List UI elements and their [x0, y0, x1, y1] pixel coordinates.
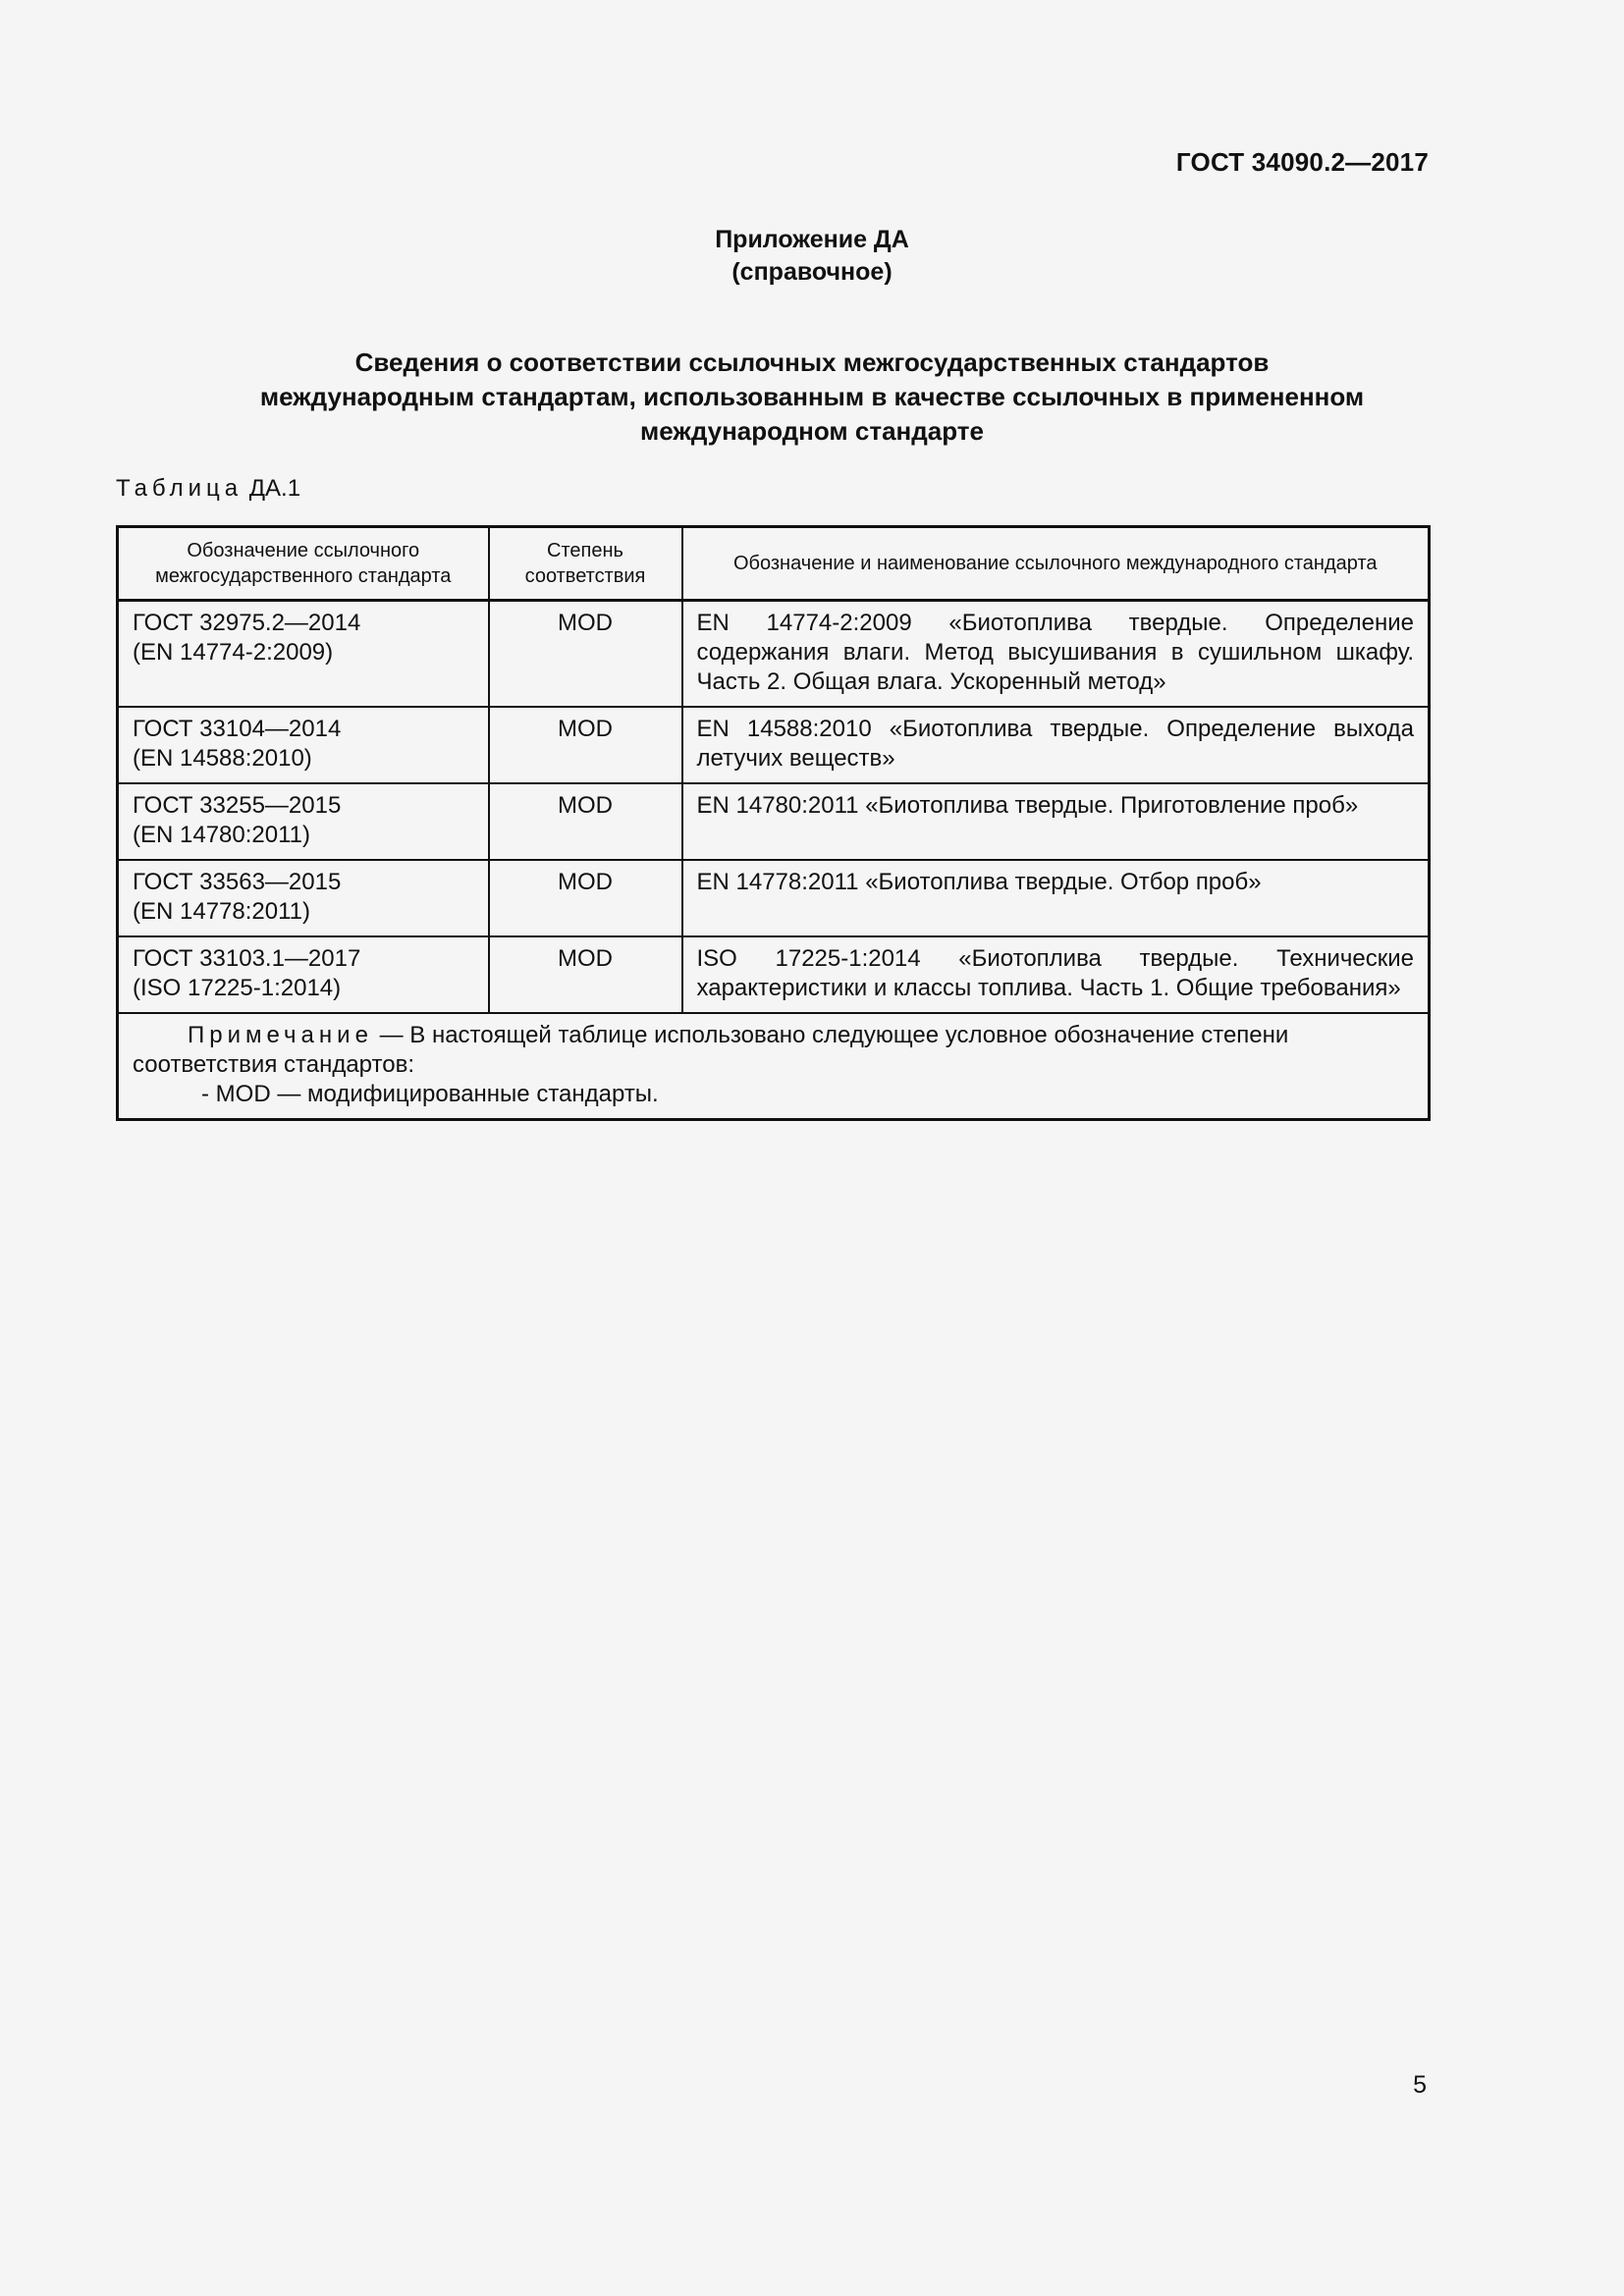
cell-degree: MOD — [489, 936, 682, 1013]
note-text — [133, 1021, 1414, 1080]
table-caption — [116, 475, 300, 503]
gost-equivalent: (EN 14774-2:2009) — [133, 639, 334, 666]
cell-degree: MOD — [489, 707, 682, 783]
gost-equivalent: (EN 14778:2011) — [133, 898, 311, 925]
cell-international: ISO 17225-1:2014 «Биотоплива твердые. Технические характеристики и классы топлива. Часть 1. Общие требования» — [682, 936, 1430, 1013]
cell-international: EN 14778:2011 «Биотоплива твердые. Отбор проб» — [682, 860, 1430, 936]
cell-degree: MOD — [489, 783, 682, 860]
cell-gost — [118, 601, 489, 708]
page-number: 5 — [1413, 2071, 1427, 2099]
table-note-row — [118, 1013, 1430, 1120]
table-row — [118, 601, 1430, 708]
appendix-block — [0, 224, 1624, 289]
note-item: - MOD — модифицированные стандарты. — [201, 1081, 659, 1107]
table-row — [118, 936, 1430, 1013]
gost-designation: ГОСТ 33255—2015 — [133, 792, 342, 819]
column-header-degree — [489, 527, 682, 601]
gost-designation: ГОСТ 33563—2015 — [133, 869, 342, 895]
table-caption-word: Таблица — [116, 475, 244, 502]
section-heading — [0, 346, 1624, 449]
appendix-subtitle: (справочное) — [731, 258, 893, 286]
column-header-international-line1: Обозначение и наименование ссылочного международного стандарта — [732, 553, 1378, 574]
table-row — [118, 783, 1430, 860]
table-row — [118, 860, 1430, 936]
column-header-degree-line1: Степень — [547, 540, 623, 561]
cell-degree: MOD — [489, 601, 682, 708]
column-header-gost-line2: межгосударственного стандарта — [155, 565, 452, 587]
cell-gost — [118, 783, 489, 860]
appendix-title: Приложение ДА — [715, 226, 909, 253]
cell-degree: MOD — [489, 860, 682, 936]
table-row — [118, 707, 1430, 783]
column-header-gost — [118, 527, 489, 601]
gost-designation: ГОСТ 33103.1—2017 — [133, 945, 361, 972]
heading-line-3: международном стандарте — [640, 416, 984, 446]
column-header-international — [682, 527, 1430, 601]
cell-gost — [118, 936, 489, 1013]
note-body: — В настоящей таблице использовано следующее условное обозначение степени соответствия стандартов: — [133, 1022, 1289, 1078]
cell-international: EN 14588:2010 «Биотоплива твердые. Определение выхода летучих веществ» — [682, 707, 1430, 783]
column-header-degree-line2: соответствия — [524, 565, 646, 587]
gost-equivalent: (EN 14780:2011) — [133, 822, 311, 848]
cell-international: EN 14774-2:2009 «Биотоплива твердые. Определение содержания влаги. Метод высушивания в сушильном шкафу. Часть 2. Общая влага. Ускоренный метод» — [682, 601, 1430, 708]
heading-line-1: Сведения о соответствии ссылочных межгосударственных стандартов — [354, 347, 1270, 377]
cell-gost — [118, 860, 489, 936]
gost-equivalent: (ISO 17225-1:2014) — [133, 975, 342, 1001]
heading-line-2: международным стандартам, использованным в качестве ссылочных в примененном — [259, 382, 1365, 411]
table-note — [118, 1013, 1430, 1120]
column-header-gost-line1: Обозначение ссылочного — [187, 540, 420, 561]
gost-designation: ГОСТ 32975.2—2014 — [133, 610, 361, 636]
reference-standards-table — [116, 525, 1431, 1121]
gost-designation: ГОСТ 33104—2014 — [133, 716, 342, 742]
gost-equivalent: (EN 14588:2010) — [133, 745, 312, 772]
cell-international: EN 14780:2011 «Биотоплива твердые. Приготовление проб» — [682, 783, 1430, 860]
table-header-row — [118, 527, 1430, 601]
cell-gost — [118, 707, 489, 783]
table-caption-number: ДА.1 — [248, 475, 301, 502]
note-label: Примечание — [188, 1022, 373, 1048]
document-code: ГОСТ 34090.2—2017 — [1175, 147, 1429, 177]
